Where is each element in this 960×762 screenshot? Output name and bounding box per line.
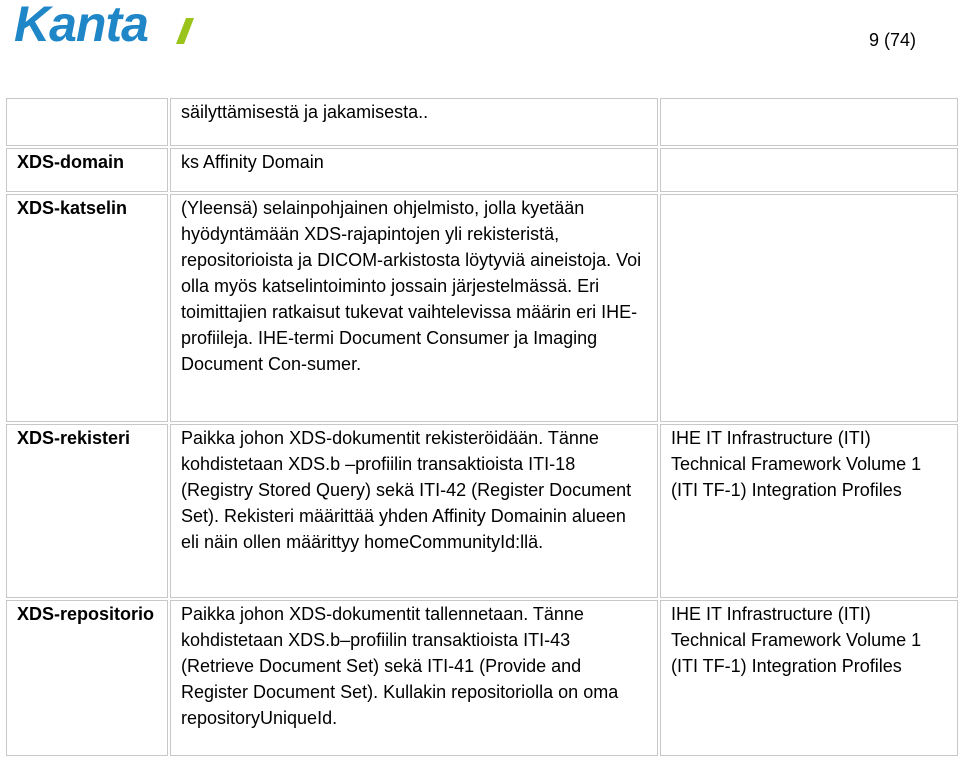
table-row bbox=[6, 148, 958, 192]
term-cell: XDS-domain bbox=[6, 148, 168, 192]
table-row bbox=[6, 600, 958, 756]
reference-cell bbox=[660, 98, 958, 146]
kanta-logo bbox=[14, 2, 194, 50]
definition-cell: (Yleensä) selainpohjainen ohjelmisto, jolla kyetään hyödyntämään XDS-rajapintojen yli rekisteristä, repositorioista ja DICOM-arkistosta löytyviä aineistoja. Voi olla myös katselintoiminto jossain järjestelmässä. Eri toimittajien ratkaisut tukevat vaihtelevissa määrin eri IHE-profiileja. IHE-termi Document Consumer ja Imaging Document Con-sumer. bbox=[170, 194, 658, 422]
reference-cell: IHE IT Infrastructure (ITI) Technical Framework Volume 1 (ITI TF-1) Integration Profiles bbox=[660, 424, 958, 598]
term-cell: XDS-repositorio bbox=[6, 600, 168, 756]
table-row bbox=[6, 98, 958, 146]
definition-cell: Paikka johon XDS-dokumentit rekisteröidään. Tänne kohdistetaan XDS.b –profiilin transaktioista ITI-18 (Registry Stored Query) sekä ITI-42 (Register Document Set). Rekisteri määrittää yhden Affinity Domainin alueen eli näin ollen määrittyy homeCommunityId:llä. bbox=[170, 424, 658, 598]
glossary-table bbox=[4, 96, 960, 758]
term-cell bbox=[6, 98, 168, 146]
page-number: 9 (74) bbox=[868, 30, 916, 50]
definition-cell: ks Affinity Domain bbox=[170, 148, 658, 192]
logo-leaf-icon bbox=[172, 16, 198, 46]
definition-cell: säilyttämisestä ja jakamisesta.. bbox=[170, 98, 658, 146]
definition-cell: Paikka johon XDS-dokumentit tallennetaan. Tänne kohdistetaan XDS.b–profiilin transaktioista ITI-43 (Retrieve Document Set) sekä ITI-41 (Provide and Register Document Set). Kullakin repositoriolla on oma repositoryUniqueId. bbox=[170, 600, 658, 756]
table-row bbox=[6, 424, 958, 598]
table-row bbox=[6, 194, 958, 422]
reference-cell bbox=[660, 194, 958, 422]
term-cell: XDS-katselin bbox=[6, 194, 168, 422]
logo-text: Kanta bbox=[14, 0, 148, 52]
reference-cell bbox=[660, 148, 958, 192]
reference-cell: IHE IT Infrastructure (ITI) Technical Framework Volume 1 (ITI TF-1) Integration Profiles bbox=[660, 600, 958, 756]
term-cell: XDS-rekisteri bbox=[6, 424, 168, 598]
